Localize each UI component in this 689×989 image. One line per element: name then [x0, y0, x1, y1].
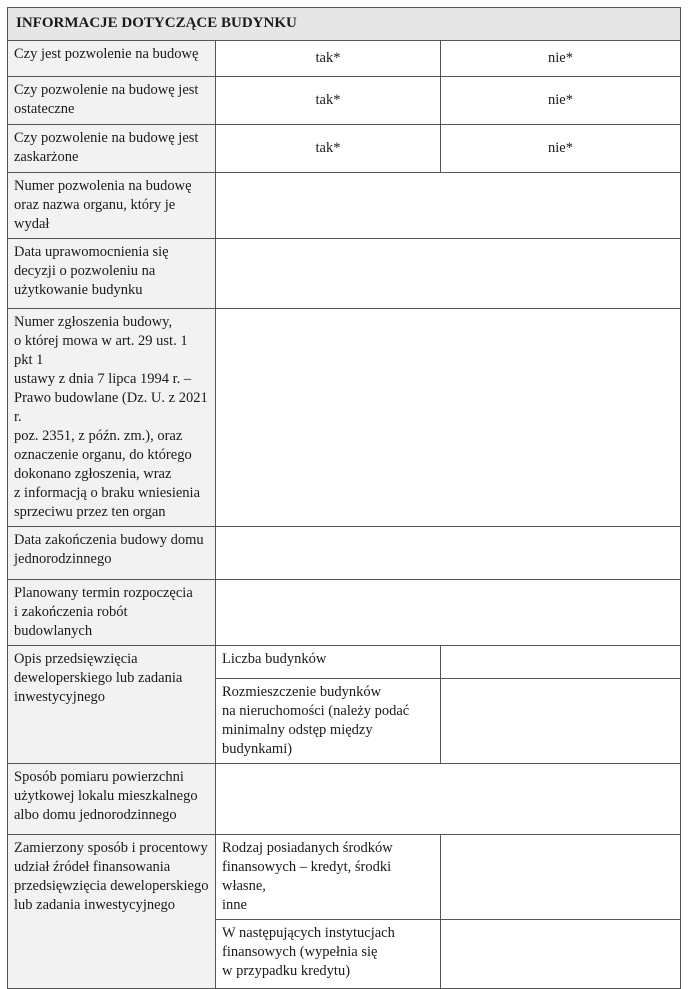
building-placement-label: Rozmieszczenie budynków na nieruchomości (należy podać minimalny odstęp między budynkami): [216, 679, 441, 764]
financial-institutions-field[interactable]: [441, 920, 681, 989]
building-count-label: Liczba budynków: [216, 646, 441, 679]
financing-label: Zamierzony sposób i procentowy udział źródeł finansowania przedsięwzięcia deweloperskiego lub zadania inwestycyjnego: [8, 835, 216, 989]
table-header: INFORMACJE DOTYCZĄCE BUDYNKU: [8, 8, 681, 41]
permit-challenged-label: Czy pozwolenie na budowę jest zaskarżone: [8, 125, 216, 173]
measurement-method-label: Sposób pomiaru powierzchni użytkowej lokalu mieszkalnego albo domu jednorodzinnego: [8, 764, 216, 835]
permit-final-yes[interactable]: tak*: [216, 77, 441, 125]
permit-challenged-yes[interactable]: tak*: [216, 125, 441, 173]
financial-institutions-label: W następujących instytucjach finansowych (wypełnia się w przypadku kredytu): [216, 920, 441, 989]
permit-final-no[interactable]: nie*: [441, 77, 681, 125]
project-description-label: Opis przedsięwzięcia deweloperskiego lub zadania inwestycyjnego: [8, 646, 216, 764]
completion-date-field[interactable]: [216, 527, 681, 580]
notification-number-field[interactable]: [216, 309, 681, 527]
planned-term-field[interactable]: [216, 580, 681, 646]
permit-number-label: Numer pozwolenia na budowę oraz nazwa organu, który je wydał: [8, 173, 216, 239]
planned-term-label: Planowany termin rozpoczęcia i zakończenia robót budowlanych: [8, 580, 216, 646]
permit-challenged-no[interactable]: nie*: [441, 125, 681, 173]
permit-number-field[interactable]: [216, 173, 681, 239]
permit-exists-label: Czy jest pozwolenie na budowę: [8, 41, 216, 77]
notification-number-label: Numer zgłoszenia budowy, o której mowa w art. 29 ust. 1 pkt 1 ustawy z dnia 7 lipca 1994 r. – Prawo budowlane (Dz. U. z 2021 r. poz. 2351, z późn. zm.), oraz oznaczenie organu, do którego dokonano zgłoszenia, wraz z informacją o braku wniesienia sprzeciwu przez ten organ: [8, 309, 216, 527]
measurement-method-field[interactable]: [216, 764, 681, 835]
permit-exists-yes[interactable]: tak*: [216, 41, 441, 77]
permit-final-label: Czy pozwolenie na budowę jest ostateczne: [8, 77, 216, 125]
occupancy-date-field[interactable]: [216, 239, 681, 309]
funds-type-field[interactable]: [441, 835, 681, 920]
building-info-table: [7, 7, 681, 989]
building-count-field[interactable]: [441, 646, 681, 679]
completion-date-label: Data zakończenia budowy domu jednorodzinnego: [8, 527, 216, 580]
occupancy-date-label: Data uprawomocnienia się decyzji o pozwoleniu na użytkowanie budynku: [8, 239, 216, 309]
funds-type-label: Rodzaj posiadanych środków finansowych – kredyt, środki własne, inne: [216, 835, 441, 920]
building-placement-field[interactable]: [441, 679, 681, 764]
permit-exists-no[interactable]: nie*: [441, 41, 681, 77]
